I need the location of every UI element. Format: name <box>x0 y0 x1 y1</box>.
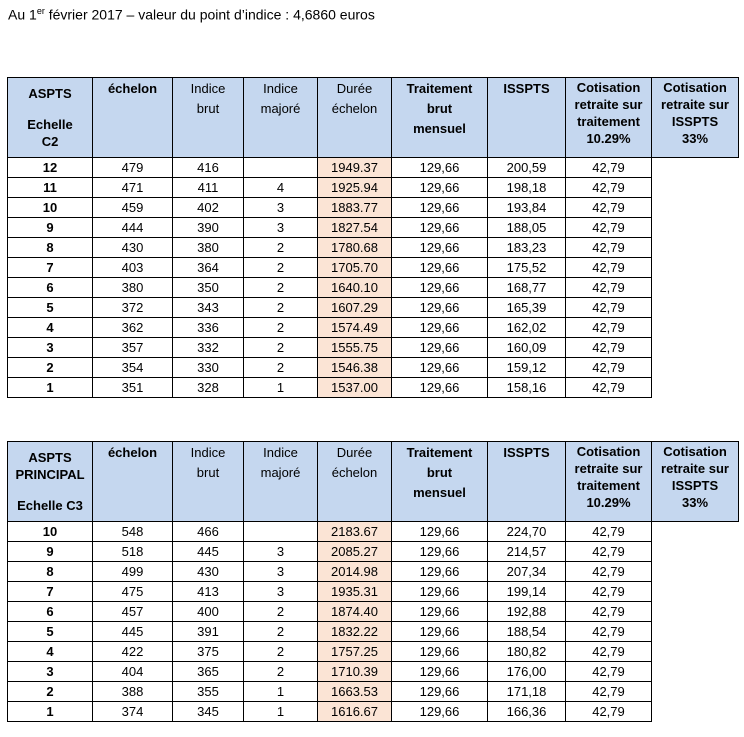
cell-echelon: 9 <box>8 218 93 238</box>
cell-isspts: 129,66 <box>392 522 488 542</box>
cell-echelon: 9 <box>8 542 93 562</box>
table-row <box>8 198 739 218</box>
cell-traitement: 1935.31 <box>318 582 392 602</box>
col-duree: Durée échelon <box>318 442 392 522</box>
cell-duree: 2 <box>244 662 318 682</box>
cell-echelon: 1 <box>8 702 93 722</box>
cell-indice-majore: 411 <box>173 178 244 198</box>
cell-traitement: 1832.22 <box>318 622 392 642</box>
cell-indice-brut: 518 <box>93 542 173 562</box>
cell-indice-majore: 330 <box>173 358 244 378</box>
cell-echelon: 3 <box>8 338 93 358</box>
cell-cot-traitement: 224,70 <box>488 522 566 542</box>
table-row <box>8 702 739 722</box>
cell-cot-isspts: 42,79 <box>566 298 652 318</box>
cell-echelon: 5 <box>8 298 93 318</box>
grade-label <box>8 442 93 522</box>
table-row <box>8 682 739 702</box>
cell-indice-brut: 479 <box>93 158 173 178</box>
table-row <box>8 378 739 398</box>
cell-duree: 2 <box>244 258 318 278</box>
cell-indice-brut: 362 <box>93 318 173 338</box>
cell-traitement: 1616.67 <box>318 702 392 722</box>
table-row <box>8 258 739 278</box>
table-row <box>8 278 739 298</box>
cell-isspts: 129,66 <box>392 338 488 358</box>
cell-echelon: 5 <box>8 622 93 642</box>
cell-duree: 3 <box>244 198 318 218</box>
cell-duree: 1 <box>244 702 318 722</box>
table-row <box>8 238 739 258</box>
cell-cot-traitement: 176,00 <box>488 662 566 682</box>
cell-indice-brut: 351 <box>93 378 173 398</box>
cell-cot-traitement: 200,59 <box>488 158 566 178</box>
cell-cot-isspts: 42,79 <box>566 378 652 398</box>
salary-table-c3 <box>7 441 739 722</box>
grade-level: PRINCIPAL <box>15 467 85 482</box>
cell-traitement: 1546.38 <box>318 358 392 378</box>
cell-traitement: 1710.39 <box>318 662 392 682</box>
cell-isspts: 129,66 <box>392 278 488 298</box>
table-header-row <box>8 78 739 158</box>
cell-indice-majore: 364 <box>173 258 244 278</box>
cell-indice-majore: 445 <box>173 542 244 562</box>
cell-indice-majore: 343 <box>173 298 244 318</box>
cell-cot-traitement: 166,36 <box>488 702 566 722</box>
cell-duree: 2 <box>244 358 318 378</box>
cell-indice-brut: 471 <box>93 178 173 198</box>
table-row <box>8 218 739 238</box>
cell-traitement: 1640.10 <box>318 278 392 298</box>
cell-duree: 2 <box>244 238 318 258</box>
cell-indice-brut: 357 <box>93 338 173 358</box>
cell-duree: 4 <box>244 178 318 198</box>
cell-indice-majore: 400 <box>173 602 244 622</box>
cell-traitement: 1925.94 <box>318 178 392 198</box>
cell-duree: 3 <box>244 542 318 562</box>
col-echelon: échelon <box>93 442 173 522</box>
cell-indice-brut: 444 <box>93 218 173 238</box>
cell-isspts: 129,66 <box>392 602 488 622</box>
table-row <box>8 358 739 378</box>
cell-echelon: 11 <box>8 178 93 198</box>
col-cot-isspts: Cotisation retraite sur ISSPTS 33% <box>652 78 739 158</box>
col-cot-traitement: Cotisation retraite sur traitement 10.29% <box>566 442 652 522</box>
header-superscript: er <box>36 6 45 16</box>
col-echelon: échelon <box>93 78 173 158</box>
cell-duree: 3 <box>244 562 318 582</box>
cell-indice-brut: 445 <box>93 622 173 642</box>
cell-isspts: 129,66 <box>392 358 488 378</box>
cell-echelon: 2 <box>8 682 93 702</box>
cell-indice-majore: 391 <box>173 622 244 642</box>
table-row <box>8 582 739 602</box>
cell-isspts: 129,66 <box>392 298 488 318</box>
cell-traitement: 1757.25 <box>318 642 392 662</box>
cell-cot-isspts: 42,79 <box>566 562 652 582</box>
page-header <box>8 6 375 23</box>
cell-cot-traitement: 183,23 <box>488 238 566 258</box>
table-row <box>8 158 739 178</box>
cell-cot-isspts: 42,79 <box>566 702 652 722</box>
cell-duree: 2 <box>244 278 318 298</box>
cell-indice-brut: 354 <box>93 358 173 378</box>
col-cot-isspts: Cotisation retraite sur ISSPTS 33% <box>652 442 739 522</box>
cell-traitement: 1574.49 <box>318 318 392 338</box>
cell-isspts: 129,66 <box>392 198 488 218</box>
cell-duree: 3 <box>244 218 318 238</box>
cell-cot-isspts: 42,79 <box>566 622 652 642</box>
table-row <box>8 522 739 542</box>
cell-echelon: 4 <box>8 318 93 338</box>
cell-echelon: 6 <box>8 278 93 298</box>
cell-indice-majore: 402 <box>173 198 244 218</box>
cell-indice-majore: 413 <box>173 582 244 602</box>
cell-cot-traitement: 171,18 <box>488 682 566 702</box>
cell-isspts: 129,66 <box>392 702 488 722</box>
cell-traitement: 2183.67 <box>318 522 392 542</box>
cell-traitement: 1883.77 <box>318 198 392 218</box>
cell-cot-traitement: 165,39 <box>488 298 566 318</box>
cell-indice-majore: 345 <box>173 702 244 722</box>
cell-cot-isspts: 42,79 <box>566 522 652 542</box>
table-row <box>8 642 739 662</box>
cell-cot-isspts: 42,79 <box>566 358 652 378</box>
cell-cot-isspts: 42,79 <box>566 642 652 662</box>
cell-indice-brut: 403 <box>93 258 173 278</box>
cell-indice-majore: 355 <box>173 682 244 702</box>
cell-cot-isspts: 42,79 <box>566 238 652 258</box>
table-row <box>8 178 739 198</box>
cell-isspts: 129,66 <box>392 562 488 582</box>
col-traitement: Traitement brut mensuel <box>392 442 488 522</box>
table-row <box>8 602 739 622</box>
cell-duree: 1 <box>244 682 318 702</box>
cell-cot-traitement: 198,18 <box>488 178 566 198</box>
cell-traitement: 1705.70 <box>318 258 392 278</box>
header-prefix: Au 1 <box>8 6 37 23</box>
header-text: février 2017 – valeur du point d’indice : 4,6860 euros <box>44 6 375 23</box>
cell-isspts: 129,66 <box>392 642 488 662</box>
cell-indice-majore: 336 <box>173 318 244 338</box>
cell-indice-majore: 365 <box>173 662 244 682</box>
cell-cot-traitement: 158,16 <box>488 378 566 398</box>
cell-isspts: 129,66 <box>392 318 488 338</box>
col-cot-traitement: Cotisation retraite sur traitement 10.29% <box>566 78 652 158</box>
table-row <box>8 622 739 642</box>
cell-indice-brut: 548 <box>93 522 173 542</box>
table-row <box>8 662 739 682</box>
col-traitement: Traitement brut mensuel <box>392 78 488 158</box>
cell-traitement: 1827.54 <box>318 218 392 238</box>
cell-indice-brut: 459 <box>93 198 173 218</box>
cell-duree: 2 <box>244 602 318 622</box>
cell-cot-traitement: 175,52 <box>488 258 566 278</box>
cell-traitement: 1607.29 <box>318 298 392 318</box>
cell-indice-brut: 475 <box>93 582 173 602</box>
cell-traitement: 1780.68 <box>318 238 392 258</box>
cell-echelon: 6 <box>8 602 93 622</box>
cell-cot-traitement: 159,12 <box>488 358 566 378</box>
cell-echelon: 12 <box>8 158 93 178</box>
cell-traitement: 1555.75 <box>318 338 392 358</box>
cell-indice-majore: 390 <box>173 218 244 238</box>
cell-indice-brut: 404 <box>93 662 173 682</box>
cell-echelon: 8 <box>8 238 93 258</box>
cell-cot-traitement: 162,02 <box>488 318 566 338</box>
grade-scale-word: Echelle <box>27 117 73 132</box>
cell-isspts: 129,66 <box>392 378 488 398</box>
col-isspts: ISSPTS <box>488 78 566 158</box>
table-row <box>8 298 739 318</box>
salary-table-c2 <box>7 77 739 398</box>
cell-indice-brut: 374 <box>93 702 173 722</box>
cell-cot-isspts: 42,79 <box>566 542 652 562</box>
cell-indice-brut: 388 <box>93 682 173 702</box>
cell-cot-traitement: 207,34 <box>488 562 566 582</box>
grade-name: ASPTS <box>28 450 72 465</box>
cell-echelon: 10 <box>8 198 93 218</box>
cell-duree: 3 <box>244 582 318 602</box>
cell-indice-majore: 350 <box>173 278 244 298</box>
table-row <box>8 542 739 562</box>
col-indice-brut: Indice brut <box>173 442 244 522</box>
cell-indice-majore: 328 <box>173 378 244 398</box>
cell-isspts: 129,66 <box>392 158 488 178</box>
cell-cot-traitement: 193,84 <box>488 198 566 218</box>
cell-traitement: 2014.98 <box>318 562 392 582</box>
cell-echelon: 1 <box>8 378 93 398</box>
cell-cot-traitement: 188,54 <box>488 622 566 642</box>
cell-cot-isspts: 42,79 <box>566 218 652 238</box>
cell-indice-brut: 422 <box>93 642 173 662</box>
grade-name: ASPTS <box>28 86 72 101</box>
cell-duree <box>244 158 318 178</box>
cell-isspts: 129,66 <box>392 582 488 602</box>
cell-indice-brut: 380 <box>93 278 173 298</box>
cell-isspts: 129,66 <box>392 218 488 238</box>
cell-duree: 2 <box>244 318 318 338</box>
cell-isspts: 129,66 <box>392 622 488 642</box>
cell-isspts: 129,66 <box>392 178 488 198</box>
cell-duree: 2 <box>244 622 318 642</box>
cell-indice-majore: 416 <box>173 158 244 178</box>
grade-scale: Echelle C3 <box>17 498 83 513</box>
cell-cot-isspts: 42,79 <box>566 278 652 298</box>
table-row <box>8 318 739 338</box>
cell-cot-isspts: 42,79 <box>566 318 652 338</box>
cell-duree: 2 <box>244 298 318 318</box>
cell-duree: 1 <box>244 378 318 398</box>
table-row <box>8 562 739 582</box>
col-indice-brut: Indice brut <box>173 78 244 158</box>
cell-indice-majore: 380 <box>173 238 244 258</box>
cell-traitement: 1949.37 <box>318 158 392 178</box>
cell-traitement: 1874.40 <box>318 602 392 622</box>
cell-cot-traitement: 160,09 <box>488 338 566 358</box>
cell-cot-isspts: 42,79 <box>566 582 652 602</box>
cell-cot-traitement: 192,88 <box>488 602 566 622</box>
cell-cot-traitement: 199,14 <box>488 582 566 602</box>
cell-echelon: 10 <box>8 522 93 542</box>
cell-cot-traitement: 188,05 <box>488 218 566 238</box>
cell-cot-traitement: 214,57 <box>488 542 566 562</box>
cell-duree: 2 <box>244 642 318 662</box>
cell-duree <box>244 522 318 542</box>
cell-cot-isspts: 42,79 <box>566 338 652 358</box>
cell-indice-majore: 332 <box>173 338 244 358</box>
cell-isspts: 129,66 <box>392 238 488 258</box>
col-indice-majore: Indice majoré <box>244 78 318 158</box>
cell-echelon: 7 <box>8 258 93 278</box>
grade-scale-code: C2 <box>41 134 59 149</box>
cell-indice-brut: 499 <box>93 562 173 582</box>
cell-cot-isspts: 42,79 <box>566 662 652 682</box>
cell-cot-traitement: 168,77 <box>488 278 566 298</box>
cell-cot-isspts: 42,79 <box>566 198 652 218</box>
cell-echelon: 2 <box>8 358 93 378</box>
cell-isspts: 129,66 <box>392 682 488 702</box>
cell-indice-brut: 430 <box>93 238 173 258</box>
col-indice-majore: Indice majoré <box>244 442 318 522</box>
cell-echelon: 4 <box>8 642 93 662</box>
cell-echelon: 3 <box>8 662 93 682</box>
cell-cot-isspts: 42,79 <box>566 258 652 278</box>
col-isspts: ISSPTS <box>488 442 566 522</box>
cell-cot-isspts: 42,79 <box>566 158 652 178</box>
cell-isspts: 129,66 <box>392 542 488 562</box>
cell-indice-brut: 457 <box>93 602 173 622</box>
cell-indice-brut: 372 <box>93 298 173 318</box>
cell-indice-majore: 466 <box>173 522 244 542</box>
cell-echelon: 7 <box>8 582 93 602</box>
col-duree: Durée échelon <box>318 78 392 158</box>
table-row <box>8 338 739 358</box>
cell-isspts: 129,66 <box>392 258 488 278</box>
cell-indice-majore: 375 <box>173 642 244 662</box>
cell-cot-isspts: 42,79 <box>566 682 652 702</box>
cell-indice-majore: 430 <box>173 562 244 582</box>
cell-echelon: 8 <box>8 562 93 582</box>
grade-label <box>8 78 93 158</box>
cell-cot-isspts: 42,79 <box>566 178 652 198</box>
cell-cot-traitement: 180,82 <box>488 642 566 662</box>
table-header-row <box>8 442 739 522</box>
cell-isspts: 129,66 <box>392 662 488 682</box>
cell-cot-isspts: 42,79 <box>566 602 652 622</box>
cell-traitement: 1663.53 <box>318 682 392 702</box>
cell-traitement: 1537.00 <box>318 378 392 398</box>
cell-traitement: 2085.27 <box>318 542 392 562</box>
cell-duree: 2 <box>244 338 318 358</box>
